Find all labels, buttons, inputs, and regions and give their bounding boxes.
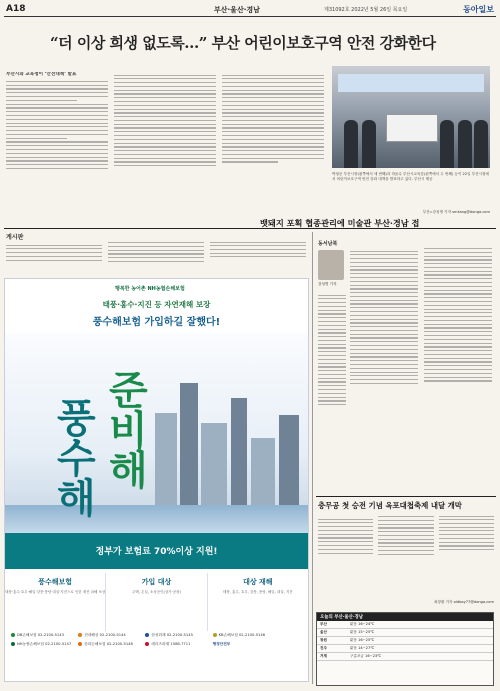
ad-info-column xyxy=(208,573,308,631)
divider xyxy=(316,496,496,497)
photo-person xyxy=(362,120,376,168)
story1-lead: 부산시와 교육청이 ‘안전대책’ 발표 xyxy=(6,72,77,77)
ad-subsidy-band: 정부가 보험료 70%이상 지원! xyxy=(5,533,308,569)
insurer-dot-icon xyxy=(145,642,149,646)
insurer-dot-icon xyxy=(11,642,15,646)
ad-column-desc: 태풍·홍수·호우·해일·강풍·풍랑·대설·지진으로 인한 재산 피해 보상 xyxy=(5,590,106,594)
press-conference-photo xyxy=(332,66,490,168)
insurer-dot-icon xyxy=(213,633,217,637)
big-char: 해 xyxy=(57,475,96,522)
column-label: 동서남북 xyxy=(318,241,338,247)
ad-info-column xyxy=(5,573,106,631)
insurer-dot-icon xyxy=(11,633,15,637)
photo-board xyxy=(386,114,438,142)
info-row: 울산 맑음 15~25℃ xyxy=(317,629,493,637)
story2-body-left xyxy=(318,292,346,488)
insurer-item: KB손해보험 02-2100-5146 xyxy=(213,633,275,638)
main-headline: “더 이상 희생 없도록…” 부산 어린이보호구역 안전 강화한다 xyxy=(50,34,436,52)
notice-body xyxy=(6,242,306,274)
ad-big-text-left xyxy=(57,395,96,522)
insurance-advertisement xyxy=(4,278,309,682)
photo-person xyxy=(474,120,488,168)
insurer-item: 한화손해보험 02-2100-5148 xyxy=(78,642,140,647)
insurer-dot-icon xyxy=(78,633,82,637)
issue-meta: 제31092호 2022년 5월 26일 목요일 xyxy=(324,7,408,13)
ad-headline: 풍수해보험 가입하길 잘했다! xyxy=(92,317,221,328)
section-title: 부산·울산·경남 xyxy=(214,6,260,14)
story2-body xyxy=(350,248,492,488)
big-char: 준 xyxy=(109,367,148,414)
insurer-item: 메리츠화재 1588-7711 xyxy=(145,642,207,647)
ad-column-title: 대상 재해 xyxy=(243,578,273,586)
big-char: 비 xyxy=(109,407,148,454)
big-char: 풍 xyxy=(57,395,96,442)
big-char: 해 xyxy=(109,447,148,494)
story3-body xyxy=(318,516,494,598)
ad-column-title: 가입 대상 xyxy=(141,578,172,586)
ad-column-desc: 태풍, 홍수, 호우, 강풍, 풍랑, 해일, 대설, 지진 xyxy=(222,590,293,594)
photo-person xyxy=(458,120,472,168)
ad-column-title: 풍수해보험 xyxy=(38,578,73,586)
ad-subline: 태풍·홍수·지진 등 자연재해 보장 xyxy=(102,300,211,309)
info-box-title: 오늘의 부산·울산·경남 xyxy=(317,613,493,621)
info-row: 진주 맑음 14~27℃ xyxy=(317,645,493,653)
info-row: 창원 맑음 16~25℃ xyxy=(317,637,493,645)
ad-info-columns xyxy=(5,573,308,631)
insurer-item: DB손해보험 02-2100-5143 xyxy=(11,633,73,638)
story1-byline: 부산=강성명 기자 smkang@donga.com xyxy=(422,210,490,214)
notice-title: 게시판 xyxy=(6,234,24,241)
story1-column-1 xyxy=(6,72,108,232)
info-row: 부산 맑음 16~24℃ xyxy=(317,621,493,629)
story2-headline: 뱃돼지 포획 협종관리에 미술관 부산·경남 접 xyxy=(260,218,420,228)
ad-logo: 행복한 농어촌 NH농협손해보험 xyxy=(115,286,185,292)
photo-banner xyxy=(338,74,484,92)
photo-person xyxy=(440,120,454,168)
insurer-item: 현대해상 02-2100-5144 xyxy=(78,633,140,638)
ad-ministry: 행정안전부 xyxy=(212,642,231,646)
regional-info-box xyxy=(316,612,494,686)
story3-headline: 충무공 첫 승전 기념 옥포대첩축제 내달 개막 xyxy=(318,501,462,510)
ad-column-desc: 주택, 온실, 소상공인(상가·공장) xyxy=(132,590,181,594)
page-header xyxy=(4,3,496,17)
ad-flood-water xyxy=(5,505,308,535)
photo-person xyxy=(344,120,358,168)
big-char: 수 xyxy=(57,435,96,482)
newspaper-logo: 동아일보 xyxy=(463,4,494,14)
story3-byline: 최창환 기자 oldbay77@donga.com xyxy=(434,600,494,604)
story1-column-2 xyxy=(114,72,216,232)
insurer-item: NH농협손해보험 02-2100-5147 xyxy=(11,642,73,647)
author-name: 강성명 기자 xyxy=(318,282,337,286)
column-divider xyxy=(312,232,313,684)
body-text-lines xyxy=(6,81,108,169)
ad-insurer-list xyxy=(11,631,302,677)
info-row: 거제 구름조금 16~23℃ xyxy=(317,653,493,661)
story1-column-3 xyxy=(222,72,324,232)
insurer-dot-icon xyxy=(78,642,82,646)
ad-big-text-right xyxy=(109,367,148,494)
ad-info-column xyxy=(106,573,207,631)
ad-city-illustration xyxy=(5,333,308,533)
author-portrait xyxy=(318,250,344,280)
insurer-dot-icon xyxy=(145,633,149,637)
photo-caption: 박형준 부산시장(왼쪽에서 세 번째)과 하윤수 부산시교육감(왼쪽에서 두 번째) 등이 22일 부산시청에서 어린이보호구역 안전 강화 대책을 발표하고 있다. 부산시 제공 xyxy=(332,172,489,181)
page-number: A18 xyxy=(6,4,26,14)
insurer-item: 삼성화재 02-2100-5145 xyxy=(145,633,207,638)
